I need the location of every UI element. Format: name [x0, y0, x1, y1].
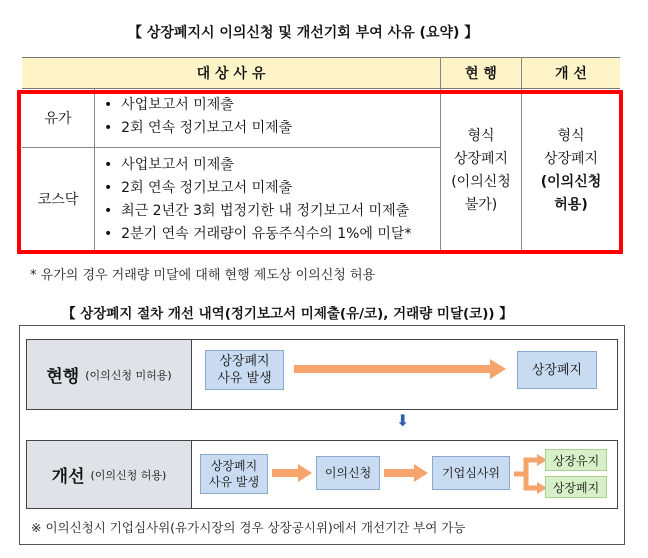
- branch-arrow: [514, 452, 548, 496]
- header-improved: 개 선: [522, 57, 620, 89]
- improved-label: 개선 (이의신청 허용): [27, 441, 192, 508]
- market-label-kospi: 유가: [44, 110, 72, 127]
- current-end-box: 상장폐지: [517, 351, 597, 389]
- delisting-box: 상장폐지: [545, 476, 607, 498]
- header-reason: 대 상 사 유: [22, 57, 440, 89]
- list-item: • 최근 2년간 3회 법정기한 내 정기보고서 미제출: [104, 203, 410, 219]
- improved-start-box: 상장폐지 사유 발생: [200, 454, 268, 494]
- current-status: 형식 상장폐지 (이의신청 불가): [451, 128, 511, 213]
- procedure-title: 【 상장폐지 절차 개선 내역(정기보고서 미제출(유/코), 거래량 미달(코)) 】: [62, 306, 513, 322]
- list-item: • 사업보고서 미제출: [104, 157, 234, 173]
- list-item: • 2회 연속 정기보고서 미제출: [104, 180, 293, 196]
- summary-title: 【 상장폐지시 이의신청 및 개선기회 부여 사유 (요약) 】: [128, 25, 479, 41]
- highlight-box: [17, 90, 623, 254]
- header-current: 현 행: [441, 57, 521, 89]
- list-item: • 2회 연속 정기보고서 미제출: [104, 120, 293, 136]
- review-committee-box: 기업심사위: [432, 456, 510, 490]
- current-start-box: 상장폐지 사유 발생: [205, 350, 284, 390]
- listing-maintained-box: 상장유지: [545, 449, 607, 471]
- objection-box: 이의신청: [316, 456, 380, 490]
- down-arrow-icon: ⬇: [396, 411, 410, 430]
- procedure-note: ※ 이의신청시 기업심사위(유가시장의 경우 상장공시위)에서 개선기간 부여 가능: [31, 520, 466, 535]
- current-label: 현행 (이의신청 미허용): [27, 340, 192, 409]
- flow-arrow-1: [272, 464, 312, 482]
- current-flow-arrow: [294, 359, 506, 379]
- improved-status: 형식 상장폐지 (이의신청 허용): [540, 128, 602, 213]
- list-item: • 2분기 연속 거래량이 유동주식수의 1%에 미달*: [104, 226, 412, 242]
- list-item: • 사업보고서 미제출: [104, 97, 234, 113]
- market-label-kosdaq: 코스닥: [37, 192, 79, 208]
- footnote: * 유가의 경우 거래량 미달에 대해 현행 제도상 이의신청 허용: [30, 268, 376, 283]
- flow-arrow-2: [384, 464, 428, 482]
